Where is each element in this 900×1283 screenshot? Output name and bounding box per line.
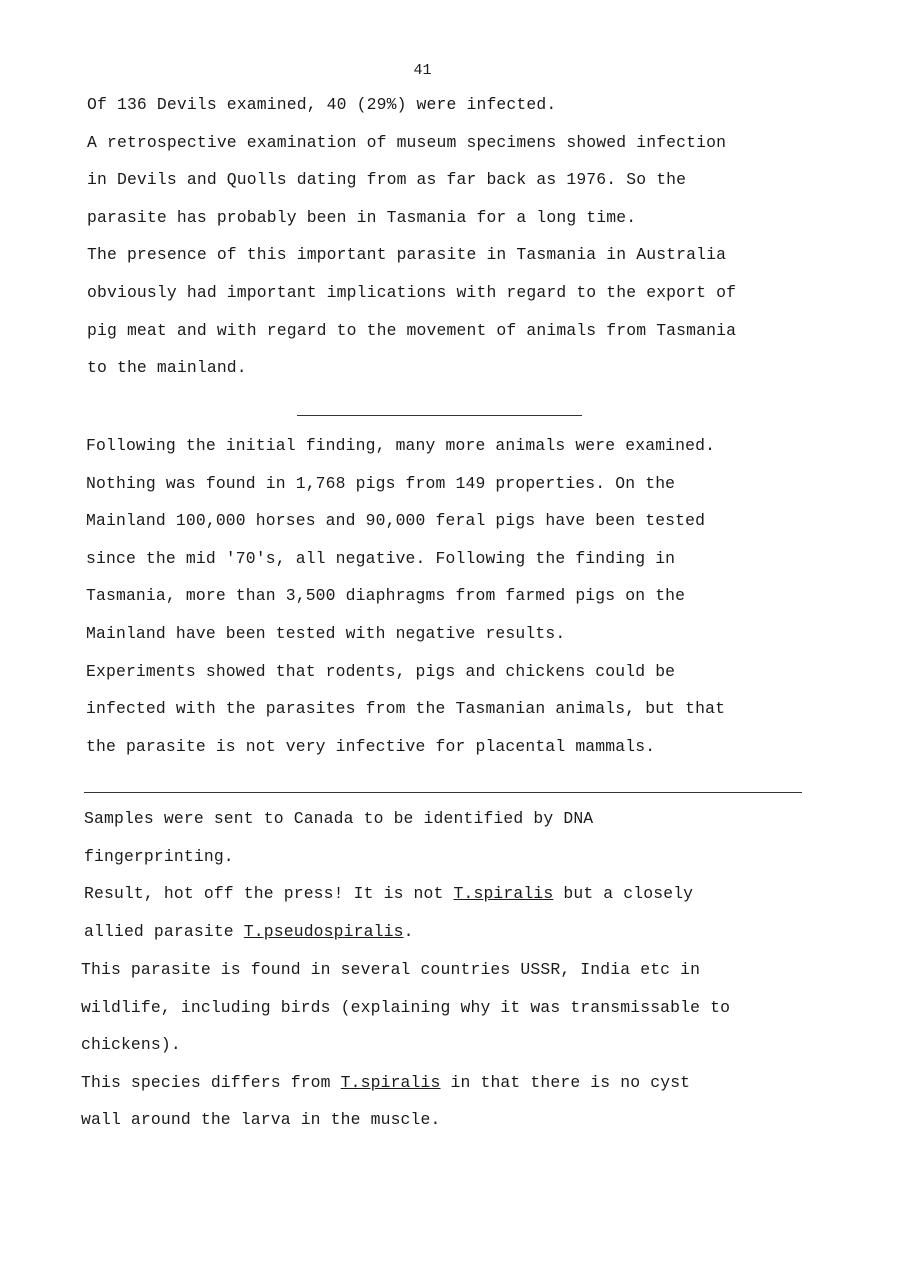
text-line: the parasite is not very infective for placental mammals.	[86, 736, 656, 756]
text-line: This parasite is found in several countries USSR, India etc in	[81, 960, 701, 979]
text-line: Mainland have been tested with negative results.	[86, 623, 566, 643]
text-segment: in that there is no cyst	[440, 1072, 691, 1092]
text-line: wildlife, including birds (explaining why it was transmissable to	[81, 997, 731, 1017]
text-line	[81, 1064, 821, 1102]
short-divider	[297, 415, 582, 416]
text-line: since the mid '70's, all negative. Following the finding in	[86, 548, 676, 568]
text-line	[84, 875, 824, 913]
paragraph-parasite-distribution	[81, 951, 821, 1139]
species-name: T.pseudospiralis	[243, 921, 404, 941]
text-line: chickens).	[81, 1035, 181, 1055]
text-segment: Result, hot off the press! It is not	[84, 884, 454, 904]
long-divider	[84, 792, 802, 793]
paragraph-devils-infection	[87, 86, 827, 387]
species-name: T.spiralis	[453, 884, 554, 904]
text-line: infected with the parasites from the Tasmanian animals, but that	[86, 699, 726, 719]
text-line	[84, 913, 824, 951]
text-line: The presence of this important parasite in Tasmania in Australia	[87, 245, 727, 265]
text-line: Tasmania, more than 3,500 diaphragms from farmed pigs on the	[86, 586, 686, 606]
species-name: T.spiralis	[340, 1072, 441, 1092]
text-line: to the mainland.	[87, 358, 247, 378]
text-line: pig meat and with regard to the movement of animals from Tasmania	[87, 320, 737, 340]
text-line: Nothing was found in 1,768 pigs from 149 properties. On the	[86, 473, 676, 493]
text-line: Experiments showed that rodents, pigs and chickens could be	[86, 661, 676, 681]
text-line: Samples were sent to Canada to be identified by DNA	[84, 809, 594, 828]
text-line: A retrospective examination of museum specimens showed infection	[87, 132, 727, 152]
text-line: Mainland 100,000 horses and 90,000 feral pigs have been tested	[86, 511, 706, 531]
text-line: Following the initial finding, many more animals were examined.	[86, 436, 716, 455]
paragraph-dna-result	[84, 800, 824, 950]
page-number: 41	[413, 62, 432, 79]
text-line: wall around the larva in the muscle.	[81, 1110, 441, 1130]
text-segment: .	[403, 921, 414, 941]
text-line: in Devils and Quolls dating from as far back as 1976. So the	[87, 170, 687, 190]
text-segment: but a closely	[553, 884, 694, 904]
text-segment: allied parasite	[84, 921, 244, 941]
paragraph-further-testing	[86, 427, 826, 765]
text-line: fingerprinting.	[84, 846, 234, 866]
text-segment: This species differs from	[81, 1072, 341, 1092]
text-line: obviously had important implications with regard to the export of	[87, 282, 737, 302]
text-line: Of 136 Devils examined, 40 (29%) were infected.	[87, 95, 557, 114]
text-line: parasite has probably been in Tasmania for a long time.	[87, 207, 637, 227]
